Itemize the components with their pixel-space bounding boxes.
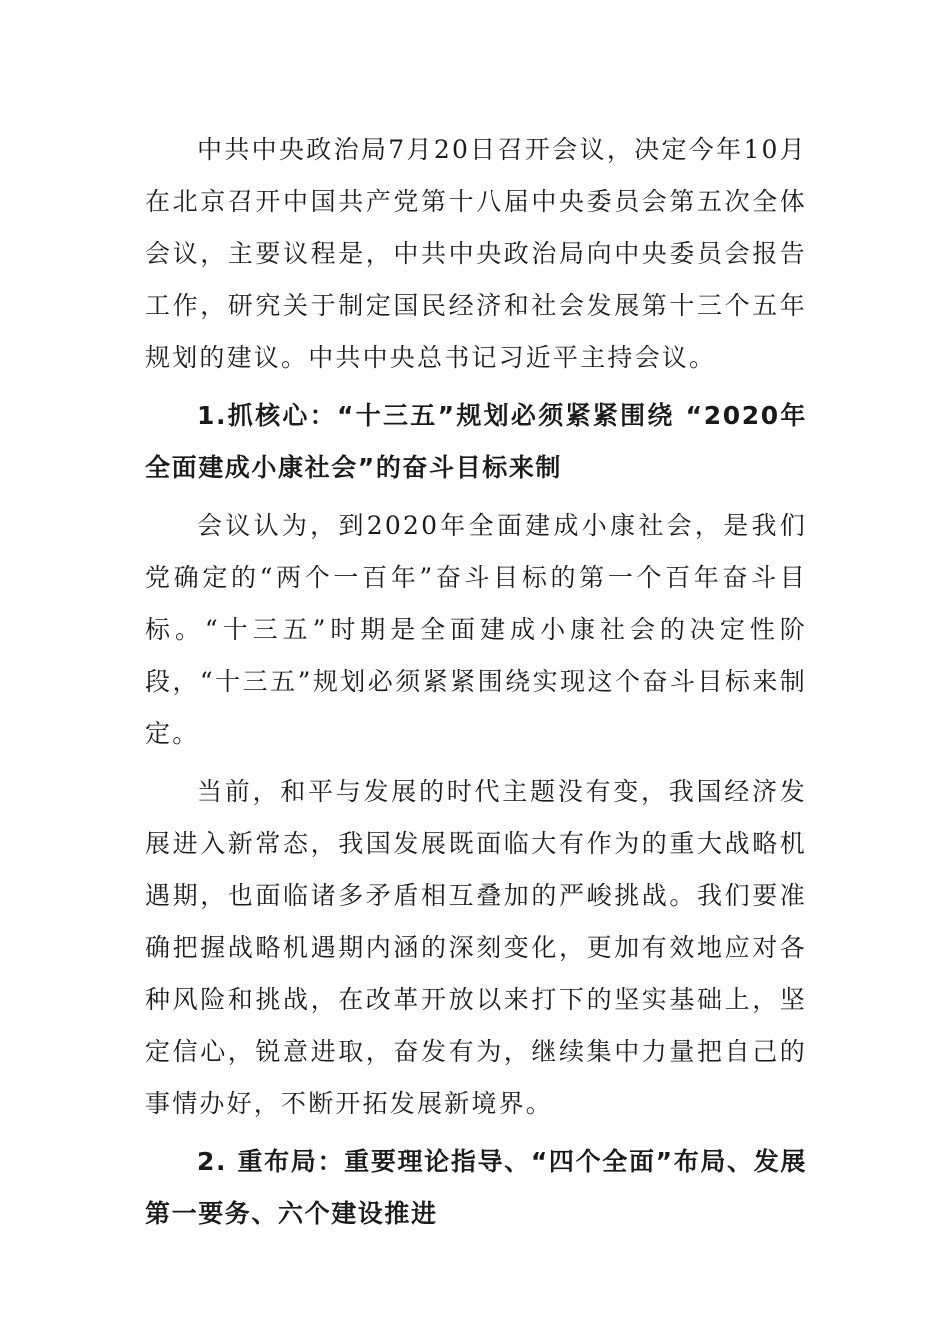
paragraph-current-situation: 当前，和平与发展的时代主题没有变，我国经济发展进入新常态，我国发展既面临大有作为的重大战略机遇期，也面临诸多矛盾相互叠加的严峻挑战。我们要准确把握战略机遇期内涵的深刻变化，更加有效地应对各种风险和挑战，在改革开放以来打下的坚实基础上，坚定信心，锐意进取，奋发有为，继续集中力量把自己的事情办好，不断开拓发展新境界。	[145, 777, 807, 1118]
section-heading-2: 2. 重布局：重要理论指导、“四个全面”布局、发展第一要务、六个建设推进	[145, 1147, 807, 1228]
paragraph-meeting-view: 会议认为，到2020年全面建成小康社会，是我们党确定的“两个一百年”奋斗目标的第一个百年奋斗目标。“十三五”时期是全面建成小康社会的决定性阶段，“十三五”规划必须紧紧围绕实现这个奋斗目标来制定。	[145, 511, 807, 748]
section-heading-1: 1.抓核心：“十三五”规划必须紧紧围绕 “2020年全面建成小康社会”的奋斗目标来制	[145, 401, 807, 482]
paragraph-meeting-announcement: 中共中央政治局7月20日召开会议，决定今年10月在北京召开中国共产党第十八届中央委员会第五次全体会议，主要议程是，中共中央政治局向中央委员会报告工作，研究关于制定国民经济和社会发展第十三个五年规划的建议。中共中央总书记习近平主持会议。	[145, 135, 807, 372]
document-body	[145, 124, 807, 1246]
